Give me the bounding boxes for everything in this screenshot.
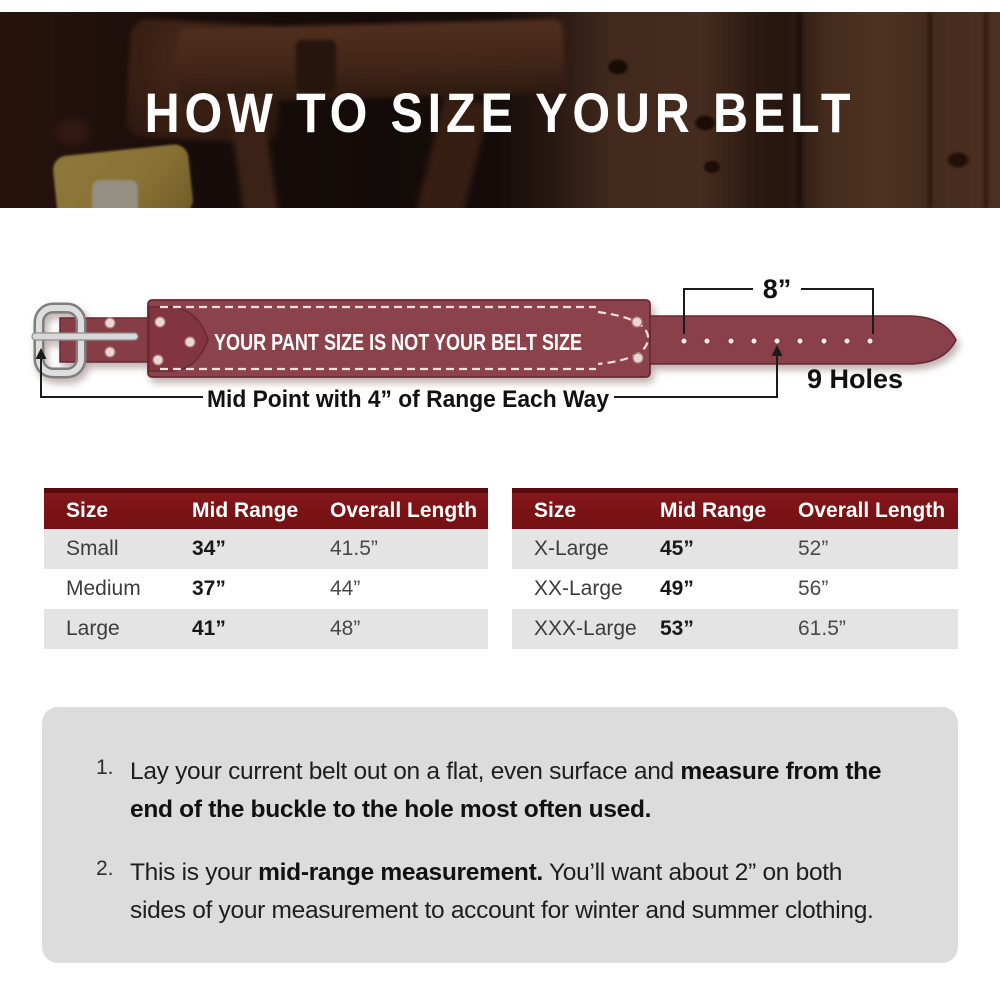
table-row — [44, 529, 488, 569]
cell-size: XXX-Large — [534, 617, 637, 640]
column-header-overall: Overall Length — [330, 499, 478, 522]
cell-mid: 34” — [192, 537, 226, 560]
step-text-line — [130, 791, 881, 829]
column-header-size: Size — [66, 499, 109, 522]
table-header-row — [512, 488, 958, 529]
table-row — [44, 609, 488, 649]
step-text — [130, 854, 874, 930]
cell-overall: 48” — [330, 617, 361, 640]
cell-size: Medium — [66, 577, 141, 600]
cell-overall: 52” — [798, 537, 829, 560]
belt-sizing-diagram — [0, 260, 1000, 430]
cell-size: Small — [66, 537, 119, 560]
instruction-step-2 — [96, 854, 938, 930]
column-header-mid: Mid Range — [192, 499, 299, 522]
size-table-xlarge-to-xxxlarge — [512, 488, 958, 649]
buckle-prong — [32, 333, 138, 340]
column-header-size: Size — [534, 499, 577, 522]
cell-overall: 56” — [798, 577, 829, 600]
cell-size: Large — [66, 617, 120, 640]
text-segment: sides of your measurement to account for winter and summer clothing. — [130, 897, 874, 924]
table-header-row — [44, 488, 488, 529]
cell-overall: 61.5” — [798, 617, 846, 640]
eight-inch-label: 8” — [762, 274, 792, 304]
table-row — [512, 609, 958, 649]
cell-overall: 41.5” — [330, 537, 378, 560]
cell-size: X-Large — [534, 537, 609, 560]
cell-overall: 44” — [330, 577, 361, 600]
text-segment: You’ll want about 2” on both — [542, 859, 843, 886]
column-header-overall: Overall Length — [798, 499, 946, 522]
cell-mid: 37” — [192, 577, 226, 600]
cell-mid: 53” — [660, 617, 694, 640]
step-text-line — [130, 753, 881, 791]
cell-mid: 41” — [192, 617, 226, 640]
mid-point-label: Mid Point with 4” of Range Each Way — [207, 386, 610, 413]
page-title: HOW TO SIZE YOUR BELT — [144, 81, 856, 145]
step-text-line — [130, 854, 874, 892]
nine-holes-label: 9 Holes — [806, 364, 904, 394]
text-segment-bold: measure from the — [680, 758, 882, 785]
belt-slogan: YOUR PANT SIZE IS NOT YOUR BELT SIZE — [214, 329, 582, 355]
column-header-mid: Mid Range — [660, 499, 767, 522]
step-text-line — [130, 892, 874, 930]
table-row — [44, 569, 488, 609]
belt-diagram-svg — [0, 260, 1000, 430]
instructions-panel — [42, 707, 958, 963]
cell-mid: 49” — [660, 577, 694, 600]
text-segment-bold: mid-range measurement. — [258, 859, 543, 886]
size-table-small-to-large — [44, 488, 488, 649]
step-number: 1. — [96, 756, 114, 779]
text-segment-bold: end of the buckle to the hole most often used. — [130, 796, 652, 823]
cell-mid: 45” — [660, 537, 694, 560]
table-row — [512, 569, 958, 609]
text-segment: Lay your current belt out on a flat, even surface and — [130, 758, 681, 785]
step-number: 2. — [96, 857, 114, 880]
step-text — [130, 753, 881, 829]
cell-size: XX-Large — [534, 577, 623, 600]
hero-banner — [0, 12, 1000, 208]
text-segment: This is your — [130, 859, 259, 886]
table-row — [512, 529, 958, 569]
instruction-step-1 — [96, 753, 938, 829]
